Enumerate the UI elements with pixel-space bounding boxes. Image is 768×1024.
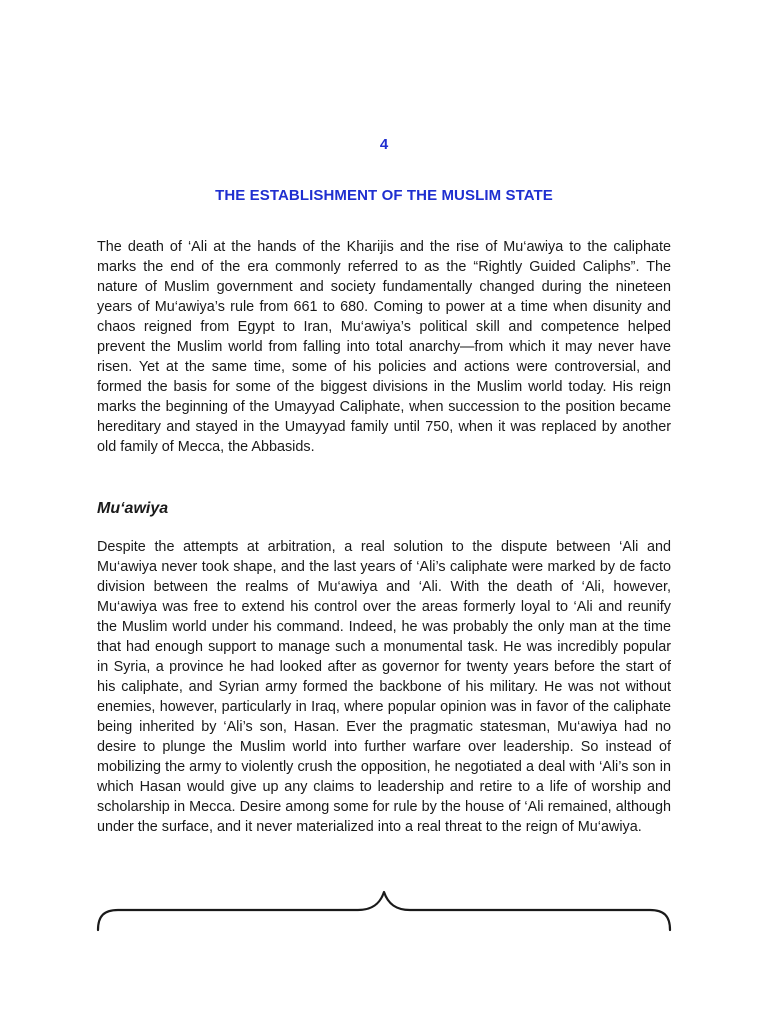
- section-paragraph: Despite the attempts at arbitration, a real solution to the dispute between ‘Ali and Mu‘awiya never took shape, and the last years of ‘Ali’s caliphate were marked by de facto division between the realms of Mu‘awiya and ‘Ali. With the death of ‘Ali, however, Mu‘awiya was free to extend his control over the areas formerly loyal to ‘Ali and reunify the Muslim world under his command. Indeed, he was probably the only man at the time that had enough support to manage such a monumental task. He was incredibly popular in Syria, a province he had looked after as governor for twenty years before the start of his caliphate, and Syrian army formed the backbone of his military. He was not without enemies, however, particularly in Iraq, where popular opinion was in favor of the caliphate being inherited by ‘Ali’s son, Hasan. Ever the pragmatic statesman, Mu‘awiya had no desire to plunge the Muslim world into further warfare over leadership. So instead of mobilizing the army to violently crush the opposition, he negotiated a deal with ‘Ali’s son in which Hasan would give up any claims to leadership and retire to a life of worship and scholarship in Mecca. Desire among some for rule by the house of ‘Ali remained, although under the surface, and it never materialized into a real threat to the reign of Mu‘awiya.: [97, 539, 671, 835]
- section-heading: Mu‘awiya: [97, 500, 169, 517]
- chapter-number: 4: [379, 136, 389, 153]
- intro-paragraph: The death of ‘Ali at the hands of the Kharijis and the rise of Mu‘awiya to the caliphate marks the end of the era commonly referred to as the “Rightly Guided Caliphs”. The nature of Muslim government and society fundamentally changed during the nineteen years of Mu‘awiya’s rule from 661 to 680. Coming to power at a time when disunity and chaos reigned from Egypt to Iran, Mu‘awiya’s political skill and competence helped prevent the Muslim world from falling into total anarchy—from which it may never have risen. Yet at the same time, some of his policies and actions were controversial, and formed the basis for some of the biggest divisions in the Muslim world today. His reign marks the beginning of the Umayyad Caliphate, when succession to the position became hereditary and stayed in the Umayyad family until 750, when it was replaced by another old family of Mecca, the Abbasids.: [97, 239, 671, 455]
- curly-brace-icon: [96, 888, 672, 934]
- chapter-title: THE ESTABLISHMENT OF THE MUSLIM STATE: [215, 187, 553, 204]
